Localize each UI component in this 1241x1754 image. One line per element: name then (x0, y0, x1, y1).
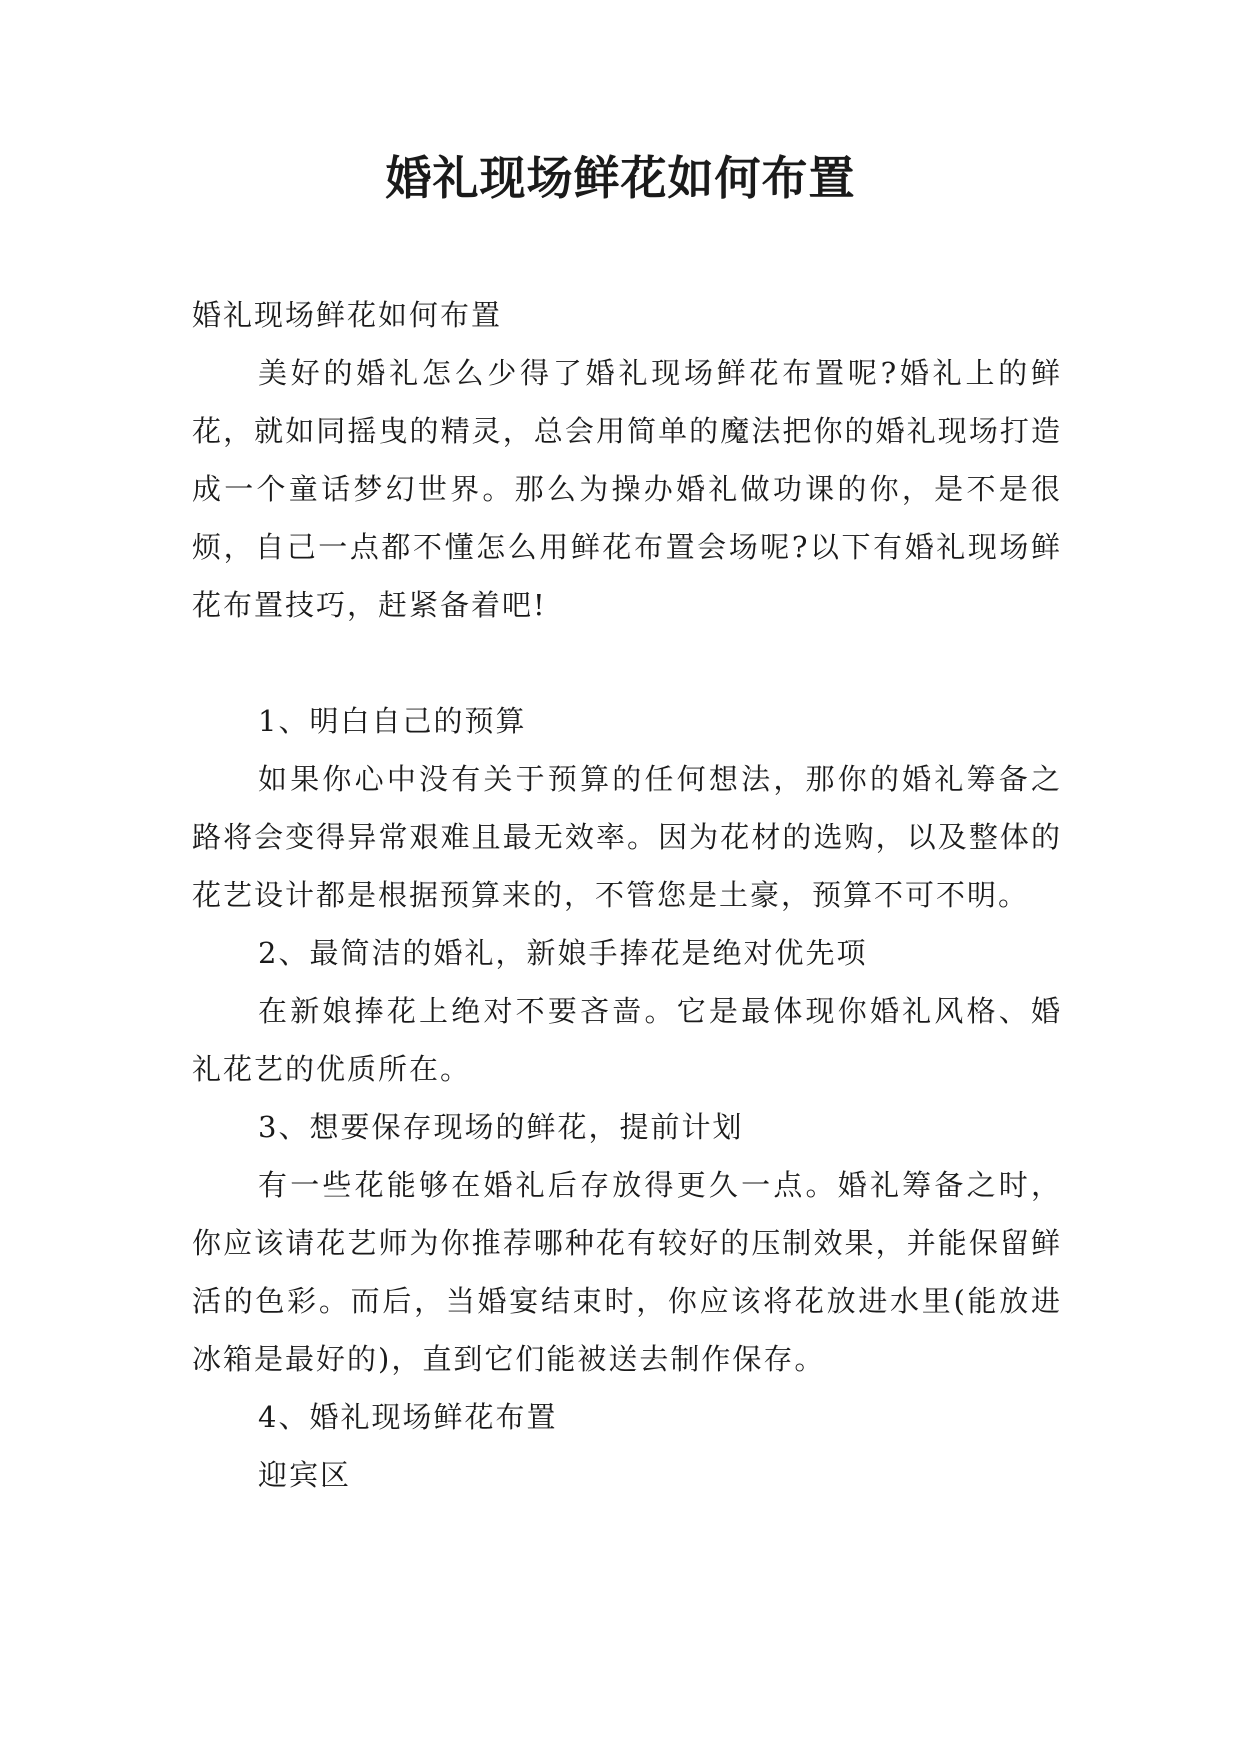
document-title: 婚礼现场鲜花如何布置 (385, 151, 856, 205)
section-body-budget: 如果你心中没有关于预算的任何想法，那你的婚礼筹备之路将会变得异常艰难且最无效率。因为花材的选购，以及整体的花艺设计都是根据预算来的，不管您是土豪，预算不可不明。 (192, 762, 1062, 912)
document-subtitle: 婚礼现场鲜花如何布置 (192, 298, 503, 332)
section-heading-budget: 1、明白自己的预算 (258, 704, 527, 738)
section-body-bouquet: 在新娘捧花上绝对不要吝啬。它是最体现你婚礼风格、婚礼花艺的优质所在。 (192, 994, 1062, 1086)
section-heading-preserve: 3、想要保存现场的鲜花，提前计划 (258, 1110, 744, 1144)
section-heading-bouquet: 2、最简洁的婚礼，新娘手捧花是绝对优先项 (258, 936, 868, 970)
section-body-layout: 迎宾区 (258, 1458, 352, 1492)
paragraph-spacer (192, 634, 1062, 692)
document-body (192, 286, 1062, 1504)
section-body-preserve: 有一些花能够在婚礼后存放得更久一点。婚礼筹备之时，你应该请花艺师为你推荐哪种花有较好的压制效果，并能保留鲜活的色彩。而后，当婚宴结束时，你应该将花放进水里(能放进冰箱是最好的)，直到它们能被送去制作保存。 (192, 1168, 1062, 1376)
section-heading-layout: 4、婚礼现场鲜花布置 (258, 1400, 558, 1434)
intro-paragraph: 美好的婚礼怎么少得了婚礼现场鲜花布置呢?婚礼上的鲜花，就如同摇曳的精灵，总会用简单的魔法把你的婚礼现场打造成一个童话梦幻世界。那么为操办婚礼做功课的你，是不是很烦，自己一点都不懂怎么用鲜花布置会场呢?以下有婚礼现场鲜花布置技巧，赶紧备着吧! (192, 356, 1062, 622)
